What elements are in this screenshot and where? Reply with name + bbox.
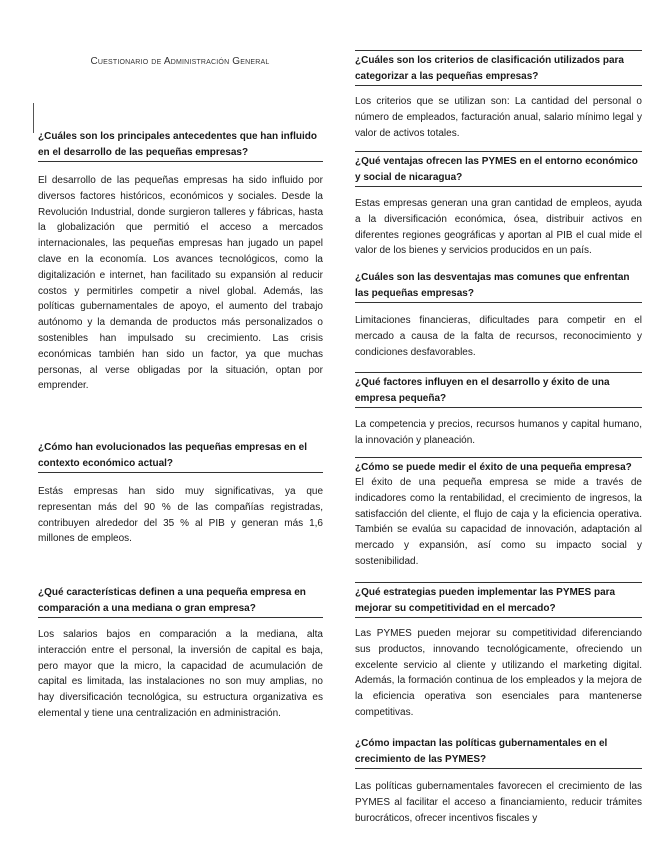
document-title: Cuestionario de Administración General — [90, 56, 270, 67]
margin-mark — [33, 103, 34, 133]
question-6: ¿Cuáles son las desventajas mas comunes que enfrentan las pequeñas empresas? — [355, 270, 642, 303]
answer-10: Las políticas gubernamentales favorecen el crecimiento de las PYMES al facilitar el acceso a financiamiento, reducir trámites burocráticos, ofrecer incentivos fiscales y — [355, 781, 642, 824]
answer-2: Estás empresas han sido muy significativas, ya que representan más del 90 % de las compañías registradas, contribuyen alrededor del 35 % al PIB y generan más 1,6 millones de empleos. — [38, 486, 323, 545]
answer-9: Las PYMES pueden mejorar su competitividad diferenciando sus productos, innovando tecnológicamente, ofreciendo un excelente servicio al cliente y utilizando el marketing digital. Además, la formación continua de los empleados y la mejora de la eficiencia operativa son esenciales para mantenerse competitivas. — [355, 628, 642, 718]
answer-8: El éxito de una pequeña empresa se mide a través de indicadores como la rentabilidad, el crecimiento de ingresos, la satisfacción del cliente, el flujo de caja y la eficiencia operativa. También se evalúa su capacidad de innovación, adaptación al mercado y expansión, así como su impacto social y sostenibilidad. — [355, 477, 642, 567]
question-2: ¿Cómo han evolucionados las pequeñas empresas en el contexto económico actual? — [38, 440, 323, 473]
answer-3: Los salarios bajos en comparación a la mediana, alta interacción entre el personal, la inversión de capital es baja, pero mayor que la micro, la capacidad de acumulación de capital es limitada, las instalaciones no son muy amplias, no hay diversificación tecnológica, su estructura organizativa es elemental y tiene una centralización en administración. — [38, 629, 323, 719]
question-8: ¿Cómo se puede medir el éxito de una pequeña empresa? — [355, 457, 642, 477]
question-10: ¿Cómo impactan las políticas gubernamentales en el crecimiento de las PYMES? — [355, 736, 642, 769]
question-7: ¿Qué factores influyen en el desarrollo y éxito de una empresa pequeña? — [355, 372, 642, 408]
answer-5: Estas empresas generan una gran cantidad de empleos, ayuda a la diversificación económica, ósea, distribuir activos en diferentes regiones geográficas y aportan al PIB el cual mide el valor de los bienes y servicios producidos en un país. — [355, 198, 642, 257]
answer-6: Limitaciones financieras, dificultades para competir en el mercado a causa de la falta de recursos, reconocimiento y condiciones desfavorables. — [355, 315, 642, 358]
answer-1: El desarrollo de las pequeñas empresas ha sido influido por diversos factores históricos, económicos y sociales. Desde la Revolución Industrial, donde surgieron talleres y fábricas, hasta la globalización que permitió el acceso a mercados internacionales, las pequeñas empresas han jugado un papel clave en la economía. Los avances tecnológicos, como la digitalización e internet, han facilitado su expansión al reducir costos y permitirles competir a nivel global. Además, las políticas gubernamentales de apoyo, el aumento del trabajo autónomo y la demanda de productos más personalizados o sostenibles han impulsado su crecimiento. Las crisis económicas también han sido un factor, ya que muchas personas, al verse obligadas por la situación, optan por emprender. — [38, 175, 323, 392]
answer-7: La competencia y precios, recursos humanos y capital humano, la innovación y planeación. — [355, 419, 642, 446]
question-4: ¿Cuáles son los criterios de clasificación utilizados para categorizar a las pequeñas empresas? — [355, 50, 642, 86]
answer-4: Los criterios que se utilizan son: La cantidad del personal o número de empleados, facturación anual, salario mínimo legal y valor de activos totales. — [355, 96, 642, 139]
question-3: ¿Qué características definen a una pequeña empresa en comparación a una mediana o gran empresa? — [38, 585, 323, 618]
question-9: ¿Qué estrategias pueden implementar las PYMES para mejorar su competitividad en el mercado? — [355, 582, 642, 618]
question-1: ¿Cuáles son los principales antecedentes que han influido en el desarrollo de las pequeñas empresas? — [38, 129, 323, 162]
question-5: ¿Qué ventajas ofrecen las PYMES en el entorno económico y social de nicaragua? — [355, 151, 642, 187]
